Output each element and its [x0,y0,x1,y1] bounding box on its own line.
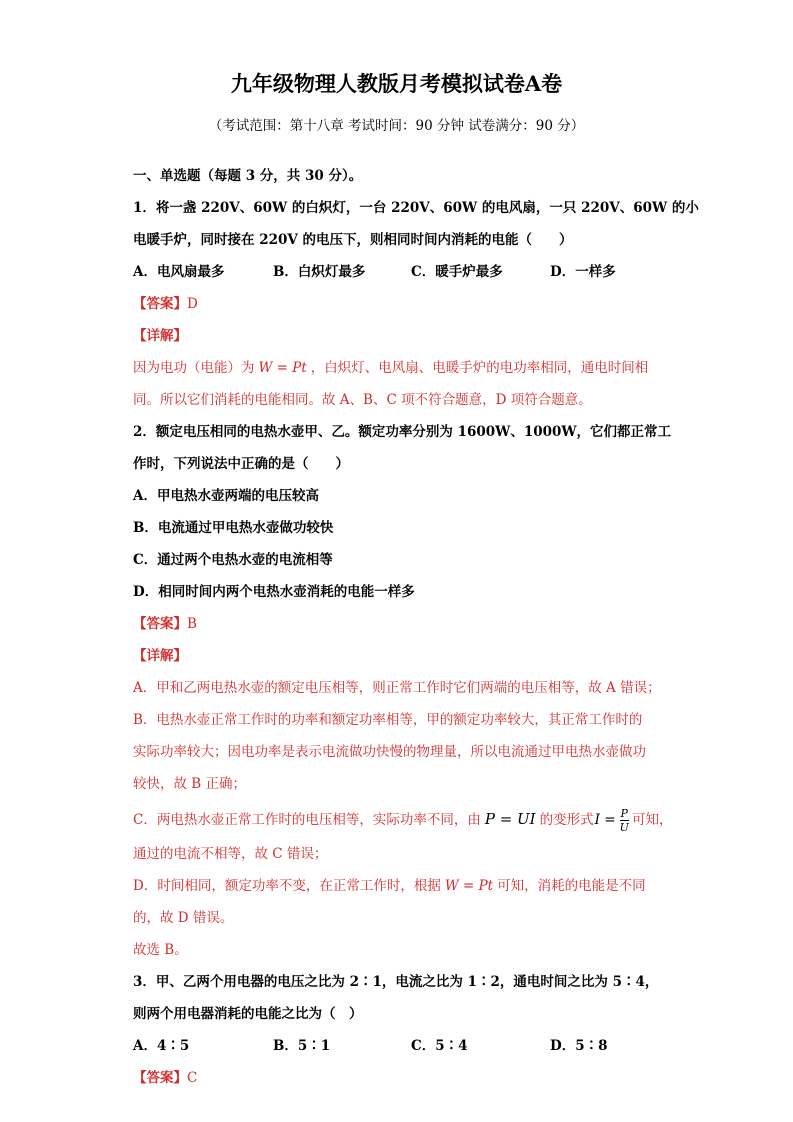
q2-exp-b3: 较快，故 B 正确； [133,776,247,792]
formula-i-p-over-u: $\frac{P}{U}$ [619,807,629,834]
q3-option-b: B．5∶1 [273,1038,331,1054]
q1-detail-line1: 因为电功（电能）为 W = Pt ，白炽灯、电风扇、电暖手炉的电功率相同，通电时间相 [133,360,649,376]
formula-p-ui: P = UI [484,810,536,828]
q3-stem-line1: 3．甲、乙两个用电器的电压之比为 2∶1，电流之比为 1∶2，通电时间之比为 5∶4， [133,974,659,990]
q3-option-c: C．5∶4 [411,1038,468,1054]
q2-stem-line1: 2．额定电压相同的电热水壶甲、乙。额定功率分别为 1600W、1000W，它们都正常工 [133,424,672,440]
formula-w-pt: W = Pt [258,360,307,376]
q2-option-d: D．相同时间内两个电热水壶消耗的电能一样多 [133,584,415,600]
q2-exp-c1: C．两电热水壶正常工作时的电压相等，实际功率不同，由 P = UI 的变形式I = $\frac{P}{U}$ 可知， [133,807,673,834]
q3-option-a: A．4∶5 [133,1038,190,1054]
q2-exp-b2: 实际功率较大；因电功率是表示电流做功快慢的物理量，所以电流通过甲电热水壶做功 [133,744,646,760]
q3-stem-line2: 则两个用电器消耗的电能之比为（ ） [133,1006,363,1022]
q2-stem-line2: 作时，下列说法中正确的是（ ） [133,456,349,472]
section-heading: 一、单选题（每题 3 分，共 30 分）。 [133,168,363,184]
q2-option-b: B．电流通过甲电热水壶做功较快 [133,520,334,536]
q2-option-c: C．通过两个电热水壶的电流相等 [133,552,333,568]
q1-detail-line2: 同。所以它们消耗的电能相同。故 A、B、C 项不符合题意，D 项符合题意。 [133,392,592,408]
q3-answer: 【答案】C [133,1070,198,1086]
q1-option-d: D．一样多 [550,264,616,280]
q2-exp-a: A．甲和乙两电热水壶的额定电压相等，则正常工作时它们两端的电压相等，故 A 错误； [133,680,661,696]
q2-detail-tag: 【详解】 [133,648,187,664]
q2-exp-d2: 的，故 D 错误。 [133,910,234,926]
q1-detail-tag: 【详解】 [133,328,187,344]
q1-answer: 【答案】D [133,296,198,312]
q2-exp-d1: D．时间相同，额定功率不变，在正常工作时，根据 W = Pt 可知，消耗的电能是不同 [133,878,646,894]
q2-option-a: A．甲电热水壶两端的电压较高 [133,488,319,504]
exam-content [133,160,699,1094]
q1-option-a: A．电风扇最多 [133,264,225,280]
q2-exp-b1: B．电热水壶正常工作时的功率和额定功率相等，甲的额定功率较大，其正常工作时的 [133,712,643,728]
q2-conclusion: 故选 B。 [133,942,188,958]
q2-exp-c2: 通过的电流不相等，故 C 错误； [133,846,328,862]
page-title: 九年级物理人教版月考模拟试卷A卷 [230,71,563,96]
q1-option-c: C．暖手炉最多 [411,264,503,280]
formula-w-pt-2: W = Pt [444,878,494,894]
q1-stem-line2: 电暖手炉，同时接在 220V 的电压下，则相同时间内消耗的电能（ ） [133,232,573,248]
q3-options [133,1030,663,1062]
q1-stem-line1: 1．将一盏 220V、60W 的白炽灯，一台 220V、60W 的电风扇，一只 220V、60W 的小 [133,200,699,216]
q3-option-d: D．5∶8 [550,1038,608,1054]
q2-answer: 【答案】B [133,616,197,632]
q1-options [133,256,663,288]
q1-option-b: B．白炽灯最多 [273,264,366,280]
exam-info: （考试范围：第十八章 考试时间：90 分钟 试卷满分：90 分） [208,118,585,134]
